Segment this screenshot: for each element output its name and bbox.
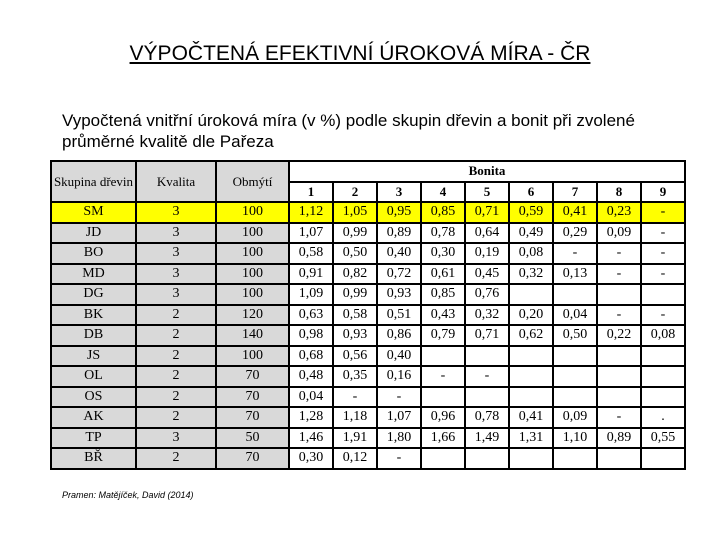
- cell-value: [465, 346, 509, 367]
- cell-value: 0,91: [289, 264, 333, 285]
- cell-value: 0,86: [377, 325, 421, 346]
- cell-value: 0,55: [641, 428, 685, 449]
- cell-value: [553, 448, 597, 469]
- cell-value: 0,32: [509, 264, 553, 285]
- cell-value: [553, 387, 597, 408]
- cell-value: 0,45: [465, 264, 509, 285]
- cell-value: 1,05: [333, 202, 377, 223]
- cell-value: [641, 346, 685, 367]
- cell-group: JD: [51, 223, 136, 244]
- cell-group: BK: [51, 305, 136, 326]
- table-row: [51, 387, 685, 408]
- cell-value: 0,22: [597, 325, 641, 346]
- cell-quality: 2: [136, 387, 216, 408]
- cell-value: 1,46: [289, 428, 333, 449]
- cell-value: 0,48: [289, 366, 333, 387]
- cell-value: 0,59: [509, 202, 553, 223]
- cell-value: 1,09: [289, 284, 333, 305]
- cell-value: 0,35: [333, 366, 377, 387]
- cell-value: 0,29: [553, 223, 597, 244]
- cell-value: 0,41: [509, 407, 553, 428]
- cell-value: 0,98: [289, 325, 333, 346]
- cell-value: 0,40: [377, 346, 421, 367]
- cell-value: 0,95: [377, 202, 421, 223]
- table-row: [51, 366, 685, 387]
- cell-group: JS: [51, 346, 136, 367]
- cell-quality: 2: [136, 305, 216, 326]
- header-group: Skupina dřevin: [51, 161, 136, 202]
- table-row: [51, 407, 685, 428]
- interest-rate-table: [50, 160, 686, 470]
- cell-value: -: [421, 366, 465, 387]
- cell-value: [509, 387, 553, 408]
- table-row: [51, 284, 685, 305]
- cell-value: [597, 284, 641, 305]
- cell-value: 0,89: [377, 223, 421, 244]
- cell-value: 0,32: [465, 305, 509, 326]
- cell-value: 0,78: [465, 407, 509, 428]
- cell-value: 0,62: [509, 325, 553, 346]
- cell-rotation: 140: [216, 325, 289, 346]
- cell-rotation: 120: [216, 305, 289, 326]
- cell-value: 1,66: [421, 428, 465, 449]
- cell-value: 0,85: [421, 284, 465, 305]
- cell-group: DB: [51, 325, 136, 346]
- cell-rotation: 100: [216, 346, 289, 367]
- cell-value: 0,41: [553, 202, 597, 223]
- cell-value: -: [641, 305, 685, 326]
- header-bonita-3: 3: [377, 182, 421, 203]
- cell-value: [641, 387, 685, 408]
- cell-rotation: 70: [216, 366, 289, 387]
- page-title: VÝPOČTENÁ EFEKTIVNÍ ÚROKOVÁ MÍRA - ČR: [129, 42, 591, 65]
- header-bonita-4: 4: [421, 182, 465, 203]
- cell-value: [641, 366, 685, 387]
- table-row: [51, 325, 685, 346]
- cell-value: 0,50: [553, 325, 597, 346]
- table-row: [51, 448, 685, 469]
- table-row: [51, 346, 685, 367]
- header-bonita-8: 8: [597, 182, 641, 203]
- cell-value: 0,93: [377, 284, 421, 305]
- cell-value: 1,80: [377, 428, 421, 449]
- cell-value: [421, 448, 465, 469]
- cell-value: .: [641, 407, 685, 428]
- cell-value: [641, 448, 685, 469]
- cell-value: -: [597, 264, 641, 285]
- cell-value: 0,71: [465, 325, 509, 346]
- header-quality: Kvalita: [136, 161, 216, 202]
- cell-value: 1,10: [553, 428, 597, 449]
- header-bonita-1: 1: [289, 182, 333, 203]
- cell-rotation: 100: [216, 202, 289, 223]
- cell-value: [597, 366, 641, 387]
- cell-value: 1,49: [465, 428, 509, 449]
- cell-value: 0,40: [377, 243, 421, 264]
- cell-rotation: 100: [216, 223, 289, 244]
- table-row: [51, 305, 685, 326]
- cell-value: [421, 387, 465, 408]
- cell-value: 0,78: [421, 223, 465, 244]
- table-row: [51, 243, 685, 264]
- cell-value: 0,85: [421, 202, 465, 223]
- cell-value: [597, 387, 641, 408]
- cell-rotation: 70: [216, 387, 289, 408]
- header-bonita-5: 5: [465, 182, 509, 203]
- cell-group: MD: [51, 264, 136, 285]
- cell-value: [509, 448, 553, 469]
- cell-group: BO: [51, 243, 136, 264]
- cell-value: 1,18: [333, 407, 377, 428]
- cell-group: TP: [51, 428, 136, 449]
- cell-value: 1,07: [377, 407, 421, 428]
- cell-value: 0,71: [465, 202, 509, 223]
- cell-value: 0,82: [333, 264, 377, 285]
- cell-value: 0,51: [377, 305, 421, 326]
- cell-quality: 2: [136, 346, 216, 367]
- table-row: [51, 202, 685, 223]
- cell-value: 0,93: [333, 325, 377, 346]
- cell-value: [597, 346, 641, 367]
- cell-value: 0,43: [421, 305, 465, 326]
- cell-value: -: [641, 223, 685, 244]
- cell-value: [421, 346, 465, 367]
- cell-value: 0,89: [597, 428, 641, 449]
- cell-rotation: 100: [216, 243, 289, 264]
- cell-rotation: 100: [216, 284, 289, 305]
- cell-rotation: 70: [216, 407, 289, 428]
- cell-quality: 3: [136, 264, 216, 285]
- cell-quality: 3: [136, 223, 216, 244]
- cell-value: 0,20: [509, 305, 553, 326]
- cell-quality: 3: [136, 243, 216, 264]
- cell-value: 0,61: [421, 264, 465, 285]
- cell-quality: 3: [136, 428, 216, 449]
- cell-value: [641, 284, 685, 305]
- cell-rotation: 100: [216, 264, 289, 285]
- cell-quality: 3: [136, 284, 216, 305]
- cell-value: [509, 366, 553, 387]
- cell-value: 0,23: [597, 202, 641, 223]
- cell-value: 0,99: [333, 284, 377, 305]
- cell-value: 0,79: [421, 325, 465, 346]
- cell-value: 0,96: [421, 407, 465, 428]
- cell-value: 0,09: [597, 223, 641, 244]
- cell-rotation: 70: [216, 448, 289, 469]
- header-bonita: Bonita: [289, 161, 685, 182]
- subtitle: Vypočtená vnitřní úroková míra (v %) podle skupin dřevin a bonit při zvolené průměrné kvalitě dle Pařeza: [62, 111, 635, 151]
- cell-value: 0,76: [465, 284, 509, 305]
- cell-value: [465, 448, 509, 469]
- source-note: Pramen: Matějíček, David (2014): [62, 490, 194, 500]
- header-bonita-7: 7: [553, 182, 597, 203]
- header-bonita-6: 6: [509, 182, 553, 203]
- cell-quality: 2: [136, 448, 216, 469]
- cell-value: [553, 366, 597, 387]
- cell-value: 0,08: [641, 325, 685, 346]
- cell-value: 0,19: [465, 243, 509, 264]
- cell-value: -: [597, 305, 641, 326]
- cell-value: 0,04: [553, 305, 597, 326]
- cell-value: 0,13: [553, 264, 597, 285]
- cell-group: SM: [51, 202, 136, 223]
- cell-group: OL: [51, 366, 136, 387]
- cell-value: 1,31: [509, 428, 553, 449]
- cell-value: 0,68: [289, 346, 333, 367]
- header-bonita-2: 2: [333, 182, 377, 203]
- cell-value: 0,04: [289, 387, 333, 408]
- cell-value: [465, 387, 509, 408]
- cell-value: 1,91: [333, 428, 377, 449]
- cell-value: 0,49: [509, 223, 553, 244]
- cell-value: 0,58: [289, 243, 333, 264]
- cell-value: -: [641, 243, 685, 264]
- table-row: [51, 428, 685, 449]
- cell-value: -: [553, 243, 597, 264]
- cell-value: 0,63: [289, 305, 333, 326]
- cell-value: [553, 346, 597, 367]
- cell-value: [509, 346, 553, 367]
- cell-group: OS: [51, 387, 136, 408]
- table-row: [51, 264, 685, 285]
- cell-value: 0,58: [333, 305, 377, 326]
- cell-value: 0,64: [465, 223, 509, 244]
- cell-value: -: [377, 448, 421, 469]
- cell-value: -: [597, 407, 641, 428]
- cell-quality: 2: [136, 407, 216, 428]
- table-row: [51, 223, 685, 244]
- cell-value: 0,72: [377, 264, 421, 285]
- cell-group: AK: [51, 407, 136, 428]
- cell-value: 0,16: [377, 366, 421, 387]
- cell-value: -: [377, 387, 421, 408]
- cell-value: 1,28: [289, 407, 333, 428]
- cell-group: DG: [51, 284, 136, 305]
- cell-rotation: 50: [216, 428, 289, 449]
- cell-value: 0,30: [421, 243, 465, 264]
- header-bonita-9: 9: [641, 182, 685, 203]
- header-rotation: Obmýtí: [216, 161, 289, 202]
- cell-value: 0,12: [333, 448, 377, 469]
- cell-quality: 2: [136, 325, 216, 346]
- cell-value: -: [641, 264, 685, 285]
- cell-value: 0,08: [509, 243, 553, 264]
- cell-value: -: [333, 387, 377, 408]
- cell-quality: 3: [136, 202, 216, 223]
- cell-value: -: [465, 366, 509, 387]
- cell-value: 0,30: [289, 448, 333, 469]
- cell-value: 0,09: [553, 407, 597, 428]
- cell-value: 0,56: [333, 346, 377, 367]
- cell-value: 1,12: [289, 202, 333, 223]
- cell-group: BŘ: [51, 448, 136, 469]
- cell-value: 0,99: [333, 223, 377, 244]
- cell-value: [509, 284, 553, 305]
- cell-value: 0,50: [333, 243, 377, 264]
- cell-quality: 2: [136, 366, 216, 387]
- cell-value: [553, 284, 597, 305]
- cell-value: -: [641, 202, 685, 223]
- cell-value: 1,07: [289, 223, 333, 244]
- cell-value: -: [597, 243, 641, 264]
- cell-value: [597, 448, 641, 469]
